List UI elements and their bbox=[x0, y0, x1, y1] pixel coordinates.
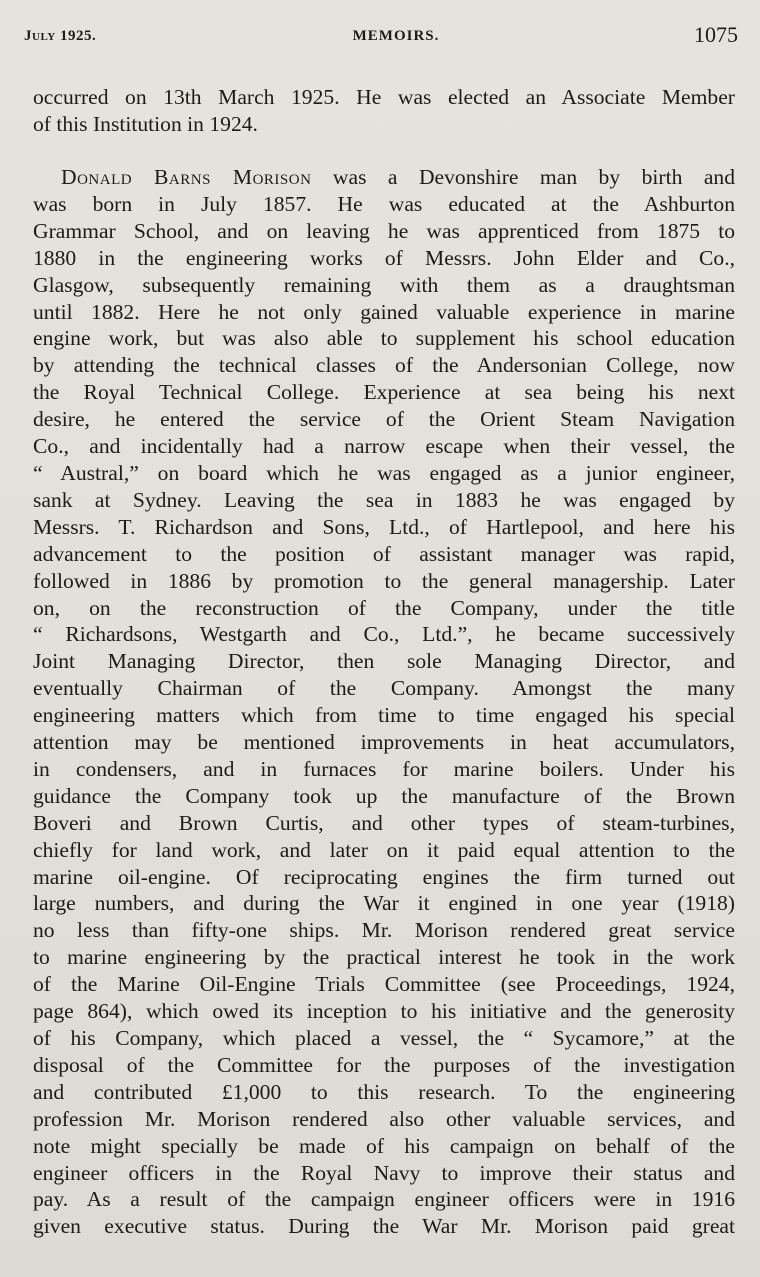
text-line: advancement to the position of assistant manager was rapid, bbox=[33, 541, 735, 566]
text-line: large numbers, and during the War it engined in one year (1918) bbox=[33, 891, 735, 916]
text-line: and contributed £1,000 to this research. To the engineering bbox=[33, 1079, 735, 1104]
text-line: of the Marine Oil-Engine Trials Committee (see Proceedings, 1924, bbox=[33, 972, 735, 997]
text-line: given executive status. During the War Mr. Morison paid great bbox=[33, 1214, 735, 1239]
text-line: desire, he entered the service of the Orient Steam Navigation bbox=[33, 407, 735, 432]
header-date: July 1925. bbox=[24, 28, 97, 44]
text-line: to marine engineering by the practical interest he took in the work bbox=[33, 945, 735, 970]
text-line: Joint Managing Director, then sole Managing Director, and bbox=[33, 649, 735, 674]
memoir-paragraph bbox=[33, 164, 735, 1240]
text-line: guidance the Company took up the manufacture of the Brown bbox=[33, 783, 735, 808]
text-line: note might specially be made of his campaign on behalf of the bbox=[33, 1133, 735, 1158]
text-line: pay. As a result of the campaign engineer officers were in 1916 bbox=[33, 1187, 735, 1212]
memoir-first-line bbox=[33, 164, 735, 191]
text-line: eventually Chairman of the Company. Amongst the many bbox=[33, 676, 735, 701]
text-line: Grammar School, and on leaving he was apprenticed from 1875 to bbox=[33, 218, 735, 243]
text-line: sank at Sydney. Leaving the sea in 1883 he was engaged by bbox=[33, 487, 735, 512]
text-line: attention may be mentioned improvements in heat accumulators, bbox=[33, 730, 735, 755]
paragraph-continued bbox=[33, 84, 735, 138]
text-line: marine oil-engine. Of reciprocating engines the firm turned out bbox=[33, 864, 735, 889]
text-line: Co., and incidentally had a narrow escape when their vessel, the bbox=[33, 434, 735, 459]
text-line: the Royal Technical College. Experience at sea being his next bbox=[33, 380, 735, 405]
page-number: 1075 bbox=[694, 22, 738, 47]
text-line: Messrs. T. Richardson and Sons, Ltd., of Hartlepool, and here his bbox=[33, 514, 735, 539]
text-line: followed in 1886 by promotion to the general managership. Later bbox=[33, 568, 735, 593]
text-line: engineer officers in the Royal Navy to improve their status and bbox=[33, 1160, 735, 1185]
text-line: occurred on 13th March 1925. He was elected an Associate Member bbox=[33, 85, 735, 109]
text-line: page 864), which owed its inception to his initiative and the generosity bbox=[33, 999, 735, 1024]
text-line: engine work, but was also able to supplement his school education bbox=[33, 326, 735, 351]
text-line: chiefly for land work, and later on it paid equal attention to the bbox=[33, 837, 735, 862]
text-line: disposal of the Committee for the purposes of the investigation bbox=[33, 1052, 735, 1077]
text-line-rest: was a Devonshire man by birth and bbox=[332, 165, 735, 189]
text-line: until 1882. Here he not only gained valuable experience in marine bbox=[33, 299, 735, 324]
text-line: “ Austral,” on board which he was engaged as a junior engineer, bbox=[33, 460, 735, 485]
text-line: was born in July 1857. He was educated at the Ashburton bbox=[33, 191, 735, 216]
memoir-subject-name: Donald Barns Morison bbox=[61, 165, 312, 189]
running-header bbox=[24, 22, 738, 52]
text-line: Boveri and Brown Curtis, and other types of steam-turbines, bbox=[33, 810, 735, 835]
text-line: profession Mr. Morison rendered also other valuable services, and bbox=[33, 1106, 735, 1131]
text-line: Glasgow, subsequently remaining with them as a draughtsman bbox=[33, 272, 735, 297]
text-line: 1880 in the engineering works of Messrs. John Elder and Co., bbox=[33, 245, 735, 270]
text-line: no less than fifty-one ships. Mr. Morison rendered great service bbox=[33, 918, 735, 943]
text-line: by attending the technical classes of the Andersonian College, now bbox=[33, 353, 735, 378]
text-line: in condensers, and in furnaces for marine boilers. Under his bbox=[33, 756, 735, 781]
text-line: engineering matters which from time to time engaged his special bbox=[33, 703, 735, 728]
text-line: “ Richardsons, Westgarth and Co., Ltd.”, he became successively bbox=[33, 622, 735, 647]
text-line: on, on the reconstruction of the Company, under the title bbox=[33, 595, 735, 620]
header-section-title: MEMOIRS. bbox=[352, 28, 440, 44]
text-line: of his Company, which placed a vessel, the “ Sycamore,” at the bbox=[33, 1026, 735, 1050]
text-line: of this Institution in 1924. bbox=[33, 111, 258, 136]
